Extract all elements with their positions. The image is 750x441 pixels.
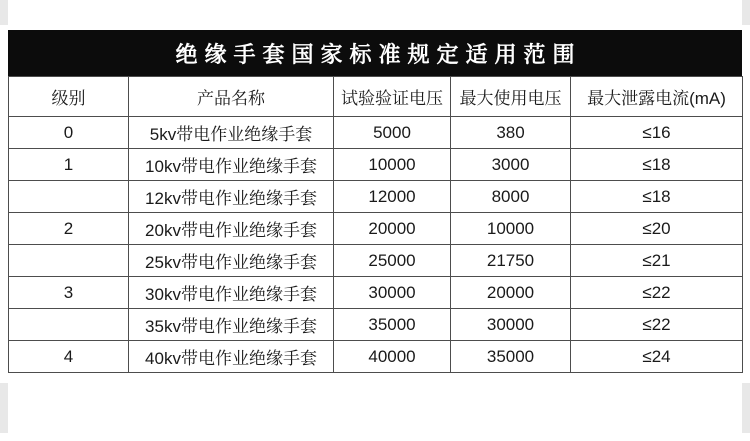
table-row <box>9 309 743 341</box>
table-cell: ≤18 <box>571 149 743 181</box>
table-cell: 20000 <box>334 213 451 245</box>
table-cell: ≤24 <box>571 341 743 373</box>
table-cell: 1 <box>9 149 129 181</box>
table-cell: 10000 <box>451 213 571 245</box>
table-cell: 35000 <box>334 309 451 341</box>
table-cell: 2 <box>9 213 129 245</box>
table-row <box>9 245 743 277</box>
table-title-bar <box>8 30 742 76</box>
table-cell: 4 <box>9 341 129 373</box>
page-margin-top-right <box>742 0 750 25</box>
table-cell: 3 <box>9 277 129 309</box>
table-row <box>9 277 743 309</box>
table-header-row <box>9 77 743 117</box>
table-cell: 12000 <box>334 181 451 213</box>
table-row <box>9 341 743 373</box>
table-cell: 20kv带电作业绝缘手套 <box>129 213 334 245</box>
table-cell <box>9 181 129 213</box>
table-cell: 30000 <box>451 309 571 341</box>
table-cell: 3000 <box>451 149 571 181</box>
column-header: 级别 <box>9 77 129 117</box>
table-cell: 5000 <box>334 117 451 149</box>
page-margin-top-left <box>0 0 8 25</box>
table-cell: 380 <box>451 117 571 149</box>
table-cell: 30000 <box>334 277 451 309</box>
table-cell: 25kv带电作业绝缘手套 <box>129 245 334 277</box>
page-margin-bottom-right <box>742 383 750 433</box>
table-cell: 20000 <box>451 277 571 309</box>
table-cell <box>9 309 129 341</box>
column-header: 最大使用电压 <box>451 77 571 117</box>
table-cell: ≤22 <box>571 277 743 309</box>
table-cell: 30kv带电作业绝缘手套 <box>129 277 334 309</box>
table-cell: ≤16 <box>571 117 743 149</box>
table-cell: 40kv带电作业绝缘手套 <box>129 341 334 373</box>
table-cell: 10kv带电作业绝缘手套 <box>129 149 334 181</box>
table-cell: 40000 <box>334 341 451 373</box>
table-cell: 8000 <box>451 181 571 213</box>
table-row <box>9 181 743 213</box>
glove-spec-table <box>8 76 743 373</box>
table-cell: ≤22 <box>571 309 743 341</box>
table-cell: ≤21 <box>571 245 743 277</box>
table-cell: 35000 <box>451 341 571 373</box>
table-cell: 12kv带电作业绝缘手套 <box>129 181 334 213</box>
table-row <box>9 117 743 149</box>
column-header: 最大泄露电流(mA) <box>571 77 743 117</box>
table-cell: ≤20 <box>571 213 743 245</box>
table-cell: 0 <box>9 117 129 149</box>
column-header: 产品名称 <box>129 77 334 117</box>
table-cell: ≤18 <box>571 181 743 213</box>
column-header: 试验验证电压 <box>334 77 451 117</box>
table-cell: 35kv带电作业绝缘手套 <box>129 309 334 341</box>
page-margin-bottom-left <box>0 383 8 433</box>
table-title: 绝缘手套国家标准规定适用范围 <box>175 41 582 67</box>
table-cell: 10000 <box>334 149 451 181</box>
table-cell: 5kv带电作业绝缘手套 <box>129 117 334 149</box>
table-cell <box>9 245 129 277</box>
table-row <box>9 149 743 181</box>
table-cell: 21750 <box>451 245 571 277</box>
table-cell: 25000 <box>334 245 451 277</box>
table-row <box>9 213 743 245</box>
